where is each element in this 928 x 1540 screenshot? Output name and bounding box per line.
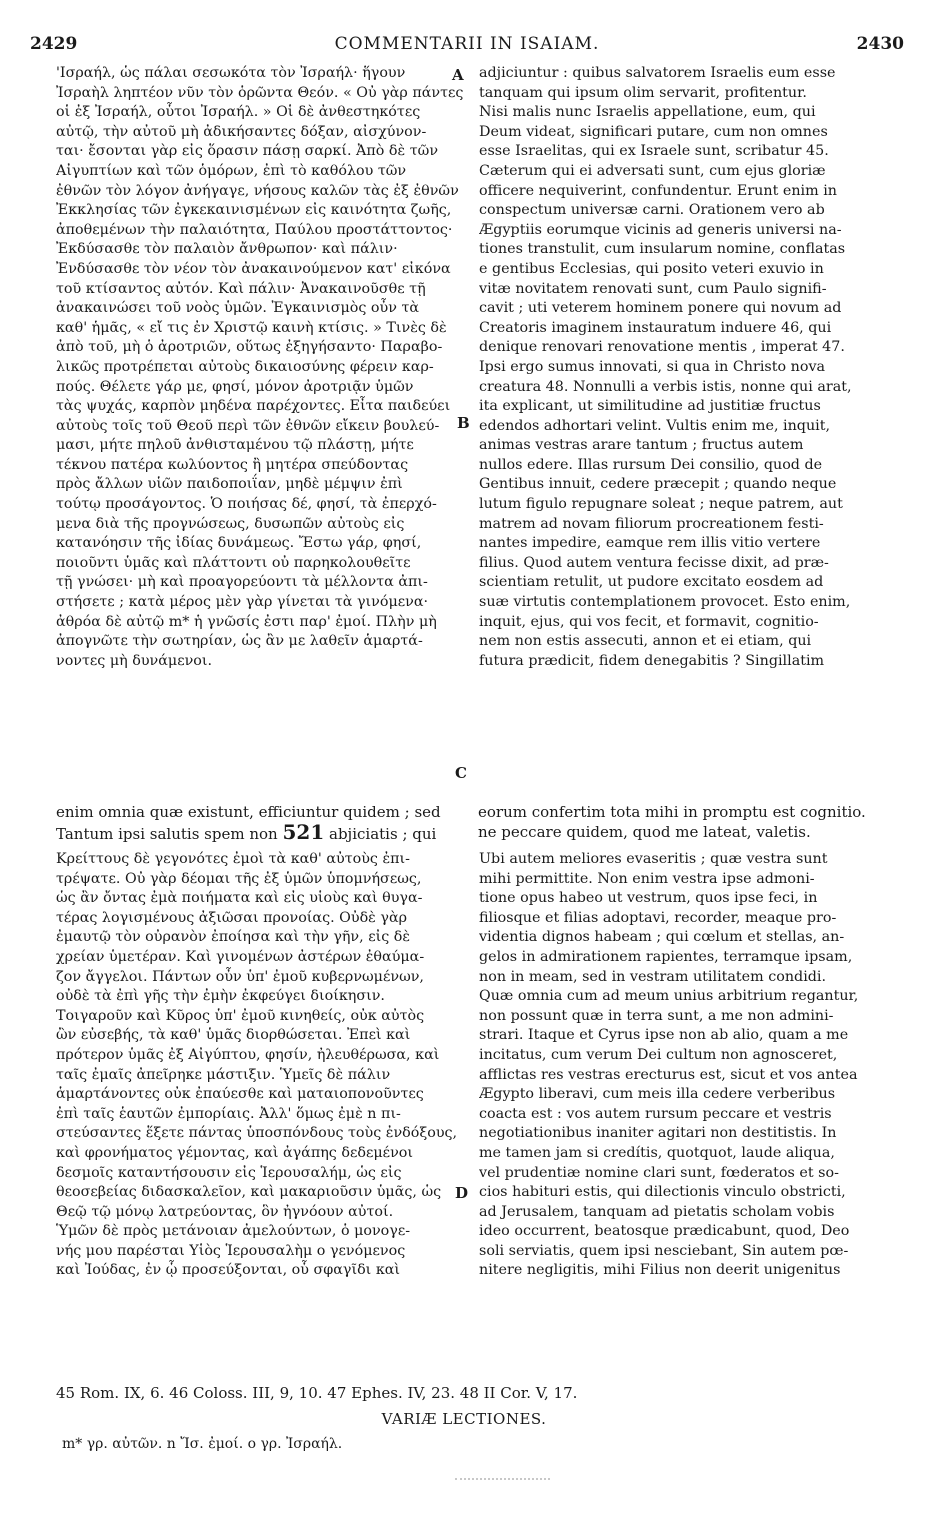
text-line: creatura 48. Nonnulli a verbis istis, nonne qui arat,	[479, 378, 852, 395]
text-line: strari. Itaque et Cyrus ipse non ab alio, quam a me	[479, 1027, 849, 1044]
text-line: ταῖς ἐμαῖς ἀπεῖρηκε μάστιξιν. Ὑμεῖς δὲ πάλιν	[56, 1066, 391, 1083]
text-line: non possunt quæ in terra sunt, a me non admini-	[479, 1007, 834, 1024]
text-line: futura prædicit, fidem denegabitis ? Singillatim	[479, 652, 825, 669]
text-line: Κρείττους δὲ γεγονότες ἐμοὶ τὰ καθ' αὐτοὺς ἐπι-	[56, 851, 410, 867]
text-line: Cæterum qui ei adversati sunt, cum ejus gloriæ	[479, 162, 826, 179]
text-line: αὐτῷ, τὴν αὐτοῦ μὴ ἀδικήσαντες δόξαν, αἰσχύνον-	[56, 123, 427, 140]
margin-marker-d: D	[455, 1184, 469, 1202]
latin-column-top	[479, 64, 907, 671]
text-line: nullos edere. Illas rursum Dei consilio, quod de	[479, 456, 823, 473]
text-line: πρὸς ἄλλων υἱῶν παιδοποιΐαν, μηδὲ μέμψιν ἐπὶ	[56, 476, 403, 493]
footnotes: 45 Rom. IX, 6. 46 Coloss. III, 9, 10. 47 Ephes. IV, 23. 48 II Cor. V, 17.	[56, 1384, 578, 1402]
text-line: μασι, μήτε πηλοῦ ἀνθισταμένου τῷ πλάστῃ, μήτε	[56, 437, 414, 454]
text-line: Θεῷ τῷ μόνῳ λατρεύοντας, ὃν ἠγνόουν αὐτοί.	[56, 1203, 394, 1220]
text-line: ἐπὶ ταῖς ἑαυτῶν ἐμπορίαις. Ἀλλ' ὅμως ἐμὲ n πι-	[56, 1105, 401, 1122]
left-page-number: 2429	[30, 34, 78, 54]
text-line: Ipsi ergo sumus innovati, si qua in Christo nova	[479, 358, 826, 375]
text-line: τέρας λογισμένους ἀξιῶσαι προνοίας. Οὐδὲ γὰρ	[56, 909, 408, 926]
variae-lectiones-title: VARIÆ LECTIONES.	[381, 1410, 547, 1428]
text-line: denique renovari renovatione mentis , imperat 47.	[479, 339, 845, 356]
margin-marker-c: C	[455, 764, 467, 782]
text-line: θεοσεβείας διδασκαλεῖον, καὶ μακαριοῦσιν ὑμᾶς, ὡς	[56, 1184, 442, 1201]
text-line: ideo occurrent, beatosque prædicabunt, quod, Deo	[479, 1223, 850, 1240]
text-line: esse Israelitas, qui ex Israele sunt, scribatur 45.	[479, 143, 829, 160]
full-width-line-1-left: enim omnia quæ existunt, efficiuntur quidem ; sed	[56, 803, 441, 821]
text-line: τέκνου πατέρα κωλύοντος ἢ μητέρα σπεύδοντας	[56, 456, 409, 473]
text-line: Ἰσραὴλ ληπτέον νῦν τὸν ὁρῶντα Θεόν. « Οὐ γὰρ πάντες	[56, 84, 464, 101]
text-line: Ὑμῶν δὲ πρὸς μετάνοιαν ἀμελούντων, ὁ μονογε-	[56, 1223, 411, 1240]
text-line: νής μου παρέσται Υἱὸς Ἱερουσαλὴμ o γενόμενος	[56, 1242, 406, 1259]
text-line: Ἐκκλησίας τῶν ἐγκεκαινισμένων εἰς καινότητα ζωῆς,	[56, 202, 452, 219]
text-line: οἱ ἐξ Ἰσραήλ, οὗτοι Ἰσραήλ. » Οἱ δὲ ἀνθεστηκότες	[56, 104, 421, 121]
page-header	[30, 34, 904, 60]
text-line: ἁμαρτάνοντες οὐκ ἐπαύεσθε καὶ ματαιοπονοῦντες	[56, 1086, 424, 1103]
text-line: λικῶς προτρέπεται αὐτοὺς δικαιοσύνης φέρειν καρ-	[56, 358, 434, 375]
text-line: Αἰγυπτίων καὶ τῶν ὁμόρων, ἐπὶ τὸ καθόλου τῶν	[56, 162, 407, 179]
full-width-line-2-left-a: Tantum ipsi salutis spem non	[56, 825, 278, 843]
text-line: δεσμοῖς καταντήσουσιν εἰς Ἱερουσαλήμ, ὡς εἰς	[56, 1164, 402, 1181]
text-line: vitæ novitatem renovati sunt, cum Paulo signifi-	[479, 280, 827, 297]
text-line: tiones transtulit, cum insularum nomine, conflatas	[479, 241, 846, 258]
text-line: τῇ γνώσει· μὴ καὶ προαγορεύοντι τὰ μέλλοντα ἀπι-	[56, 574, 428, 591]
text-line: καὶ φρονήματος γέμοντας, καὶ ἀγάπης δεδεμένοι	[56, 1144, 413, 1161]
text-line: Ægyptiis eorumque vicinis ad generis universi na-	[479, 221, 842, 238]
text-line: ἀπογνῶτε τὴν σωτηρίαν, ὡς ἂν με λαθεῖν ἁμαρτά-	[56, 633, 423, 650]
text-line: soli serviatis, quem ipsi nesciebant, Sin autem pœ-	[479, 1242, 849, 1259]
margin-marker-b: B	[457, 414, 470, 432]
text-line: Quæ omnia cum ad meum unius arbitrium regantur,	[479, 988, 859, 1005]
text-line: nantes impedire, eamque rem illis vitio vertere	[479, 535, 821, 552]
text-line: me tamen jam si credítis, quotquot, laude aliqua,	[479, 1144, 835, 1161]
text-line: negotiationibus inaniter agitari non destitistis. In	[479, 1125, 837, 1142]
greek-column-top	[56, 64, 466, 671]
text-line: ἀποθεμένων τὴν παλαιότητα, Παύλου προστάττοντος·	[56, 221, 453, 238]
text-line: στήσετε ; κατὰ μέρος μὲν γὰρ γίνεται τὰ γινόμενα·	[56, 594, 429, 611]
text-line: afflictas res vestras erecturus est, sicut et vos antea	[479, 1066, 858, 1083]
text-line: filiosque et filias adoptavi, recorder, meaque pro-	[479, 909, 837, 926]
text-line: lutum figulo repugnare soleat ; neque patrem, aut	[479, 496, 843, 513]
text-line: tanquam qui ipsum olim servarit, profitentur.	[479, 84, 807, 101]
text-line: videntia dignos habeam ; qui cœlum et stellas, an-	[479, 929, 845, 946]
full-width-line-1-right: eorum confertim tota mihi in promptu est cognitio.	[478, 803, 866, 821]
text-line: Ubi autem meliores evaseritis ; quæ vestra sunt	[479, 851, 828, 867]
text-line: 'Ισραήλ, ὡς πάλαι σεσωκότα τὸν Ἰσραήλ· ἥγουν	[56, 65, 406, 81]
text-line: matrem ad novam filiorum procreationem festi-	[479, 515, 824, 532]
text-line: καθ' ἡμᾶς, « εἴ τις ἐν Χριστῷ καινὴ κτίσις. » Τινὲς δὲ	[56, 319, 447, 336]
text-line: animas vestras arare tantum ; fructus autem	[479, 437, 804, 454]
text-line: tione opus habeo ut vestrum, quos ipse feci, in	[479, 890, 818, 907]
text-line: ὡς ἂν ὄντας ἐμὰ ποιήματα καὶ εἰς υἱοὺς καὶ θυγα-	[56, 890, 423, 907]
full-width-line-2-left-b: abjiciatis ; qui	[329, 825, 437, 843]
text-line: filius. Quod autem ventura fecisse dixit, ad præ-	[479, 554, 829, 571]
text-line: οὐδὲ τὰ ἐπὶ γῆς τὴν ἐμὴν ἐκφεύγει διοίκησιν.	[56, 988, 385, 1005]
full-width-line-2	[56, 822, 906, 842]
text-line: χρείαν ὑμετέραν. Καὶ γινομένων ἀστέρων ἐθαύμα-	[56, 948, 425, 965]
text-line: Τοιγαροῦν καὶ Κῦρος ὑπ' ἐμοῦ κινηθείς, οὐκ αὐτὸς	[56, 1007, 425, 1024]
margin-marker-a: A	[452, 66, 464, 84]
text-line: ποιοῦντι ὑμᾶς καὶ πλάττοντι οὐ παρηκολουθεῖτε	[56, 554, 411, 571]
text-line: non in meam, sed in vestram utilitatem condidi.	[479, 968, 827, 985]
latin-column-bottom	[479, 850, 907, 1281]
text-line: ἀθρόα δὲ αὐτῷ m* ἡ γνῶσίς ἐστι παρ' ἐμοί. Πλὴν μὴ	[56, 613, 437, 630]
text-line: Gentibus innuit, cedere præcepit ; quando neque	[479, 476, 837, 493]
right-page-number: 2430	[856, 34, 904, 54]
text-line: nem non estis assecuti, annon et ei etiam, qui	[479, 633, 812, 650]
variant-readings: m* γρ. αὐτῶν. n Ἴσ. ἐμοί. o γρ. Ἰσραήλ.	[62, 1436, 343, 1452]
text-line: καὶ Ἰούδας, ἐν ᾧ προσεύξονται, οὗ σφαγῖδι καὶ	[56, 1262, 401, 1279]
full-width-line-2-right: ne peccare quidem, quod me lateat, valetis.	[478, 823, 811, 841]
column-number: 521	[282, 820, 325, 844]
text-line: nitere negligitis, mihi Filius non deerit unigenitus	[479, 1262, 841, 1279]
text-line: conspectum universæ carni. Orationem vero ab	[479, 202, 825, 219]
text-line: πρότερον ὑμᾶς ἐξ Αἰγύπτου, φησίν, ἠλευθέρωσα, καὶ	[56, 1046, 440, 1063]
text-line: νοντες μὴ δυνάμενοι.	[56, 652, 213, 669]
print-smudge	[455, 1478, 550, 1483]
full-width-lines	[56, 802, 906, 842]
text-line: vel prudentiæ nomine clari sunt, fœderatos et so-	[479, 1164, 839, 1181]
text-line: αὐτοὺς τοῖς τοῦ Θεοῦ περὶ τῶν ἐθνῶν εἴκειν βουλεύ-	[56, 417, 440, 434]
text-line: Ἐκδύσασθε τὸν παλαιὸν ἄνθρωπον· καὶ πάλιν·	[56, 241, 398, 258]
text-line: scientiam retulit, ut pudore excitato eosdem ad	[479, 574, 824, 591]
text-line: στεύσαντες ἕξετε πάντας ὑποσπόνδους τοὺς ἐνδόξους,	[56, 1125, 458, 1142]
text-line: cios habituri estis, qui dilectionis vinculo obstricti,	[479, 1184, 846, 1201]
text-line: ad Jerusalem, tanquam ad pietatis scholam vobis	[479, 1203, 835, 1220]
text-line: ἐμαυτῷ τὸν οὐρανὸν ἐποίησα καὶ τὴν γῆν, εἰς δὲ	[56, 929, 411, 946]
text-line: ita explicant, ut similitudine ad justitiæ fructus	[479, 398, 821, 415]
text-line: inquit, ejus, qui vos fecit, et formavit, cognitio-	[479, 613, 819, 630]
text-line: ἐθνῶν τὸν λόγον ἀνήγαγε, νήσους καλῶν τὰς ἐξ ἐθνῶν	[56, 182, 459, 199]
text-line: suæ virtutis contemplationem provocet. Esto enim,	[479, 594, 851, 611]
text-line: cavit ; uti veterem hominem ponere qui novum ad	[479, 300, 842, 317]
text-line: τοῦ κτίσαντος αὐτόν. Καὶ πάλιν· Ἀνακαινοῦσθε τῇ	[56, 280, 426, 297]
text-line: gelos in admirationem rapientes, terramque ipsam,	[479, 948, 853, 965]
text-line: τούτῳ προσάγοντος. Ὁ ποιήσας δέ, φησί, τὰ ἐπερχό-	[56, 496, 437, 513]
text-line: τρέψατε. Οὐ γὰρ δέομαι τῆς ἐξ ὑμῶν ὑπομνήσεως,	[56, 870, 422, 887]
greek-column-bottom	[56, 850, 469, 1281]
text-line: κατανόησιν τῆς ἰδίας δυνάμεως. Ἔστω γάρ, φησί,	[56, 535, 422, 552]
text-line: Ἐνδύσασθε τὸν νέον τὸν ἀνακαινούμενον κατ' εἰκόνα	[56, 260, 451, 277]
running-title: COMMENTARII IN ISAIAM.	[334, 34, 600, 54]
text-line: Creatoris imaginem instauratum induere 46, qui	[479, 319, 832, 336]
text-line: incitatus, cum verum Dei cultum non agnosceret,	[479, 1046, 838, 1063]
text-line: ζον ἄγγελοι. Πάντων οὖν ὑπ' ἐμοῦ κυβερνωμένων,	[56, 968, 424, 985]
text-line: adjiciuntur : quibus salvatorem Israelis eum esse	[479, 65, 836, 81]
text-line: ἀνακαινώσει τοῦ νοὸς ὑμῶν. Ἐγκαινισμὸς οὖν τὰ	[56, 300, 420, 317]
text-line: Ægypto liberavi, cum meis illa cedere verberibus	[479, 1086, 836, 1103]
text-line: ἀπὸ τοῦ, μὴ ὁ ἀροτριῶν, οὕτως ἐξηγήσαντο· Παραβο-	[56, 339, 443, 356]
text-line: officere nequiverint, confundentur. Erunt enim in	[479, 182, 837, 199]
text-line: πούς. Θέλετε γάρ με, φησί, μόνον ἀροτριᾷν ὑμῶν	[56, 378, 414, 395]
text-line: edendos adhortari velint. Vultis enim me, inquit,	[479, 417, 831, 434]
text-line: e gentibus Ecclesias, qui posito veteri exuvio in	[479, 260, 824, 277]
text-line: μενα διὰ τῆς προγνώσεως, δυσωπῶν αὐτοὺς εἰς	[56, 515, 405, 532]
text-line: ται· ἔσονται γὰρ εἰς ὅρασιν πάσῃ σαρκί. Ἀπὸ δὲ τῶν	[56, 143, 439, 160]
full-width-line-1	[56, 802, 906, 822]
text-line: coacta est : vos autem rursum peccare et vestris	[479, 1105, 832, 1122]
text-line: Deum videat, significari putare, cum non omnes	[479, 123, 828, 140]
text-line: τὰς ψυχάς, καρπὸν μηδένα παρέχοντες. Εἶτα παιδεύει	[56, 398, 451, 415]
text-line: mihi permittite. Non enim vestra ipse admoni-	[479, 870, 815, 887]
text-line: Nisi malis nunc Israelis appellatione, eum, qui	[479, 104, 816, 121]
text-line: ὢν εὐσεβής, τὰ καθ' ὑμᾶς διορθώσεται. Ἐπεὶ καὶ	[56, 1027, 411, 1044]
